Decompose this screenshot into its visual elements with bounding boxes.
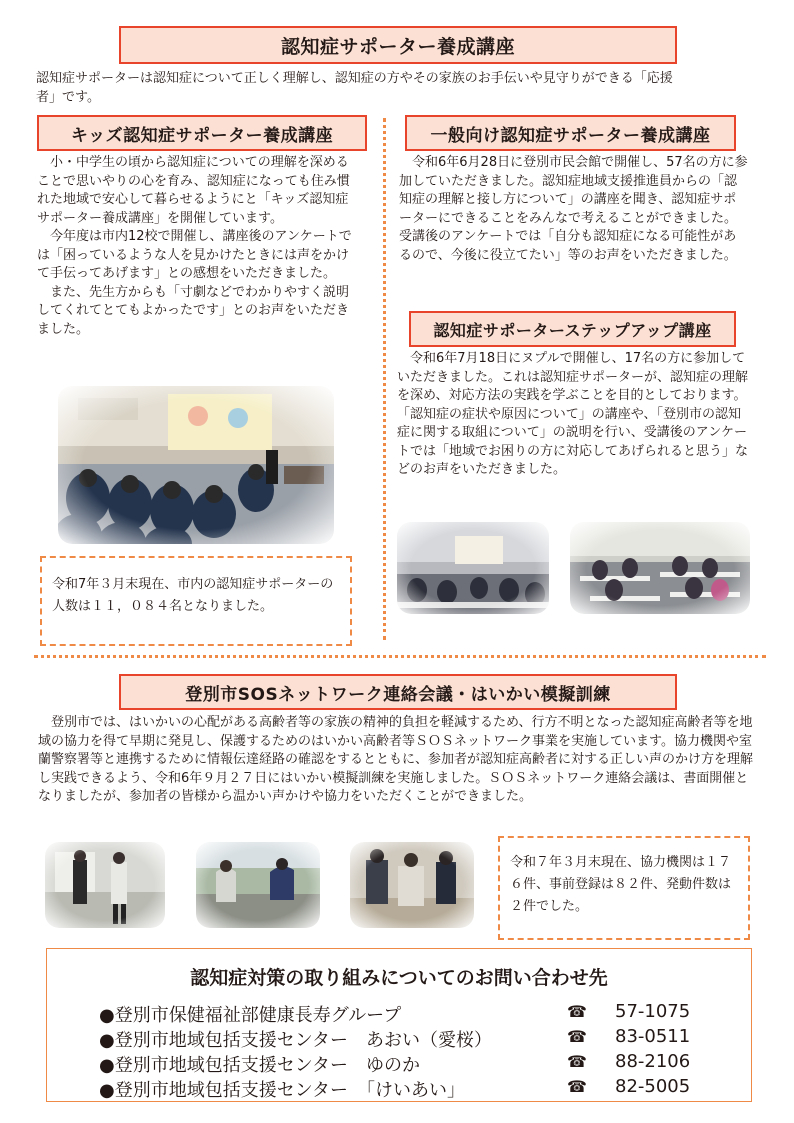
- seminar-hall-photo-icon: [570, 522, 750, 614]
- classroom-lecture-photo-icon: [58, 386, 334, 544]
- telephone-icon: ☎: [567, 1002, 587, 1021]
- telephone-icon: ☎: [567, 1027, 587, 1046]
- training-photo-3: [350, 842, 474, 928]
- main-title: 認知症サポーター養成講座: [280, 35, 515, 58]
- training-photo-2: [196, 842, 320, 928]
- outdoor-training-photo-1-icon: [45, 842, 165, 928]
- kids-paragraph-1: 小・中学生の頃から認知症についての理解を深めることで思いやりの心を育み、認知症になっても住み慣れた地域で安心して暮らせるようにと「キッズ認知症サポーター養成講座」を開催しています。: [37, 155, 350, 226]
- intro-text: [36, 70, 766, 107]
- telephone-icon: ☎: [567, 1052, 587, 1071]
- contact-name: ●登別市地域包括支援センター 「けいあい」: [99, 1080, 465, 1101]
- contact-row: [99, 1026, 749, 1050]
- contact-row: [99, 1051, 749, 1075]
- stepup-photo-left: [397, 522, 549, 614]
- main-title-banner: [119, 26, 677, 64]
- stepup-title: 認知症サポーターステップアップ講座: [433, 320, 712, 340]
- kids-title: キッズ認知症サポーター養成講座: [70, 125, 334, 146]
- contact-name: ●登別市保健福祉部健康長寿グループ: [99, 1005, 402, 1026]
- contact-phone[interactable]: 88-2106: [615, 1051, 691, 1072]
- telephone-icon: ☎: [567, 1077, 587, 1096]
- sos-text: [38, 714, 760, 807]
- stepup-text: [397, 350, 752, 480]
- general-paragraph: 令和6年6月28日に登別市民会館で開催し、57名の方に参加していただきました。認知症地域支援推進員からの「認知症の理解と接し方について」の講座を聞き、認知症サポーターにできることをみんなで考えることができました。受講後のアンケートでは「自分も認知症になる可能性があるので、今後に役立てたい」等のお声をいただきました。: [399, 155, 748, 263]
- outdoor-training-photo-2-icon: [196, 842, 320, 928]
- kids-class-photo: [58, 386, 334, 544]
- general-title: 一般向け認知症サポーター養成講座: [430, 125, 711, 146]
- kids-note: 令和7年３月末現在、市内の認知症サポーターの人数は１１，０８４名となりました。: [52, 577, 334, 614]
- kids-text: [37, 154, 355, 339]
- contact-row: [99, 1001, 749, 1025]
- general-text: [399, 154, 749, 265]
- kids-title-banner: [37, 115, 367, 151]
- training-photo-1: [45, 842, 165, 928]
- horizontal-divider: [34, 655, 766, 658]
- contact-phone[interactable]: 57-1075: [615, 1001, 691, 1022]
- sos-note: 令和７年３月末現在、協力機関は１７６件、事前登録は８２件、発動件数は２件でした。: [510, 855, 732, 914]
- contact-title: 認知症対策の取り組みについてのお問い合わせ先: [190, 967, 608, 989]
- contact-row: [99, 1076, 749, 1100]
- contact-name: ●登別市地域包括支援センター あおい（愛桜）: [99, 1030, 492, 1051]
- intro-line-2: 者」です。: [36, 89, 100, 105]
- kids-paragraph-3: また、先生方からも「寸劇などでわかりやすく説明してくれてとてもよかったです」とのお声をいただきました。: [37, 284, 350, 337]
- intro-line-1: 認知症サポーターは認知症について正しく理解し、認知症の方やその家族のお手伝いや見守りができる「応援: [36, 71, 673, 86]
- stepup-photo-right: [570, 522, 750, 614]
- sos-title: 登別市SOSネットワーク連絡会議・はいかい模擬訓練: [185, 684, 611, 705]
- stepup-title-banner: [409, 311, 736, 347]
- sos-paragraph: 登別市では、はいかいの心配がある高齢者等の家族の精神的負担を軽減するため、行方不明となった認知症高齢者等を地域の協力を得て早期に発見し、保護するためのはいかい高齢者等ＳＯＳネットワーク事業を実施しています。協力機関や室蘭警察署等と連携するために情報伝達経路の確認をするとともに、参加者が認知症高齢者に対する正しい声のかけ方を理解し実践できるよう、令和6年９月２７日にはいかい模擬訓練を実施しました。ＳＯＳネットワーク連絡会議は、書面開催となりましたが、参加者の皆様から温かい声かけや協力をいただくことができました。: [38, 715, 754, 804]
- contact-phone[interactable]: 83-0511: [615, 1026, 691, 1047]
- kids-paragraph-2: 今年度は市内12校で開催し、講座後のアンケートでは「困っているような人を見かけたときには声をかけて手伝ってあげます」との感想をいただきました。: [37, 229, 352, 281]
- contact-phone[interactable]: 82-5005: [615, 1076, 691, 1097]
- projector-seminar-photo-icon: [397, 522, 549, 614]
- vertical-divider: [383, 118, 386, 640]
- general-title-banner: [405, 115, 736, 151]
- contact-name: ●登別市地域包括支援センター ゆのか: [99, 1055, 420, 1076]
- indoor-training-photo-icon: [350, 842, 474, 928]
- sos-title-banner: [119, 674, 677, 710]
- stepup-paragraph: 令和6年7月18日にヌプルで開催し、17名の方に参加していただきました。これは認知症サポーターが、認知症の理解を深め、対応方法の実践を学ぶことを目的としております。「認知症の症状や原因について」の講座や、「登別市の認知症に関する取組について」の説明を行い、受講後のアンケートでは「地域でお困りの方に対応してあげられると思う」などのお声をいただきました。: [397, 351, 749, 477]
- contact-box: [46, 948, 752, 1102]
